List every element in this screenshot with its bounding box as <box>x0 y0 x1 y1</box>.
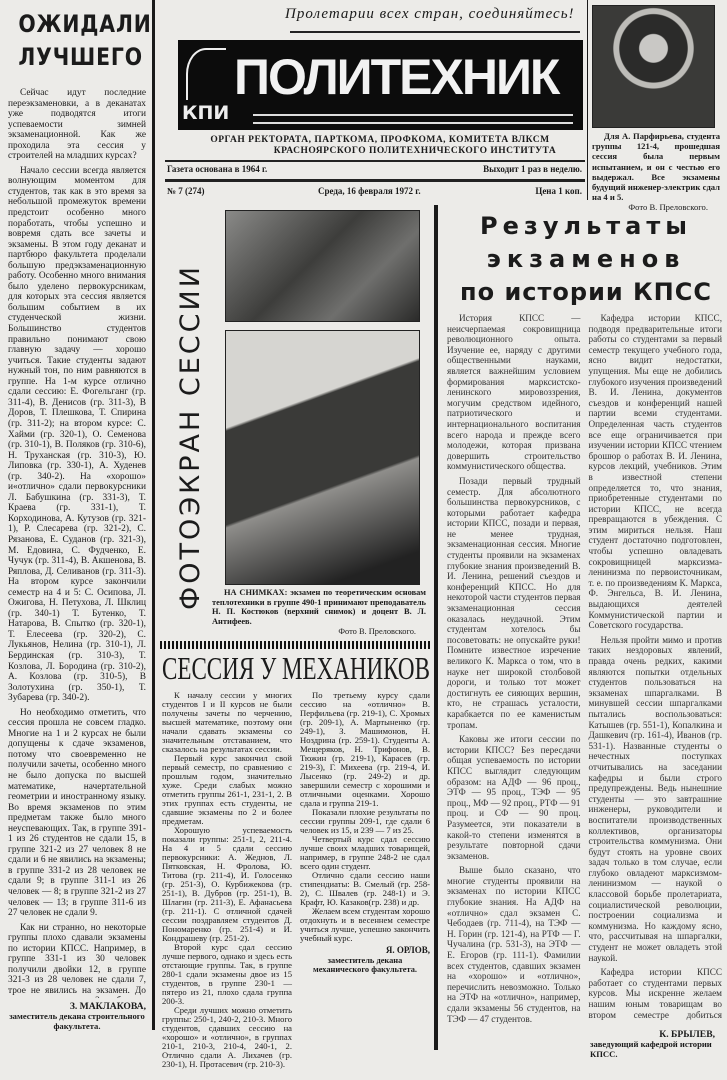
exam-photo-top <box>225 210 420 322</box>
slogan: Пролетарии всех стран, соединяйтесь! <box>285 6 575 22</box>
left-article-body: Сейчас идут последние переэкзаменовки, а в деканатах уже подводятся итоги успеваемости зимней экзаменационной. Как же проходила эта сессия у строителей на младших курсах? Начало сессии всегда является волнующим моментом для студентов, так как в это время за небольшой промежуток времени предстоит особенно много поработать, чтобы успешно и вовремя сдать все зачеты и экзамены. В этом году деканат и партбюро факультета проделали большую предэкзаменационную работу. Особенно много внимания было уделено первокурсникам, для которых эта сессия является большим событием в их студенческой жизни. Большинство студентов правильно понимают свою главную задачу — хорошо учиться. Такие студенты задают нужный тон, по ним равняются в группе. На 1-м курсе отлично сдали сессию: Е. Фогельганг (гр. 311-4), В. Денисов (гр. 311-3), В Доров, Т. Плешкова, Т. Спирина (гр. 311-2); на втором курсе: С. Хайми (гр. 320-1), О. Семенова (гр. 310-1), В. Поляков (гр. 310-6), Н. Труханская (гр. 310-3), Ю. Липовка (гр. 330-1), А. Худенев (гр. 340-2). На «хорошо» и«отлично» сдали первокурсники Л. Бабушкина (гр. 331-3), Т. Краева (гр. 331-1), Т. Корходинова, А. Кутузов (гр. 321-1), Р. Слесарева (гр. 321-2), С. Рязанова, Е. Суданов (гр. 321-3), М. Едовина, С. Фудченко, Е. Чучук (гр. 311-4), В. Акшенова, В. Ряплова, Д. Селиванов (гр. 311-3). На втором курсе закончили семестр на 4 и 5: С. Осипова, Л. Ожигова, Н. Петухова, Л. Шклиц (гр. 340-1) Т. Бутенко, Т. Натарова, В. Спытко (гр. 320-1), Т. Елесеева (гр. 320-2), С. Лукьянов, Нелина (гр. 310-1), Л. Бердинская (гр. 310-3), Т. Козлова, Л. Бородина (гр. 310-2), А. Козлова (гр. 310-5), В Золотухина (гр. 350-1), Т. Зубарева (гр. 340-2). Но необходимо отметить, что сессия прошла не совсем гладко. Многие на 1 и 2 курсах не были допущены к сдаче экзаменов, потому что своевременно не получили зачеты, особенно много не было допуска по высшей математике, начертательной геометрии и иностранному языку. Во время экзаменов по этим предметам также было много неуспевающих. Так, в группе 391-1 из 26 студентов не сдали 15, в группе 321-2 из 27 человек 8 не сдали и 6 не явились на экзамены; в группе 331-2 из 28 человек не сдали 9; в группе 311-1 из 26 человек — 8; в группе 321-2 из 27 человек — 13; в группе 311-6 из 27 человек не сдали 9. Как ни странно, но некоторые группы плохо сдавали экзамены по истории КПСС. Например, в группе 331-1 из 30 человек получили двойки 12, в группе 321-3 из 28 человек не сдали 7, трое не явились на экзамен. До <box>8 88 146 996</box>
issue-number: № 7 (274) <box>167 186 205 196</box>
kpss-article-body: История КПСС — неисчерпаемая сокровищница революционного опыта. Изучение ее, наряду с другими общественными науками, является важнейшим условием формирования марксистско-ленинского мировоззрения, могучим средством идейного, патриотического и интернационального воспитания всего народа и прежде всего молодежи, которая призвана довершить строительство коммунистического общества. Позади первый трудный семестр. Для абсолютного большинства первокурсников, с которыми работает кафедра истории КПСС, позади и первая, не менее трудная, экзаменационная сессия. Многие студенты проявили на экзаменах глубокие знания произведений В. И. Ленина, решений съездов и конференций КПСС. Но для некоторой части студентов первая экзаменационная сессия оказалась неудачной. Этим студентам хотелось бы посоветовать: не опускайте руки! Помните известное изречение великого К. Маркса о том, что в науке нет широкой столбовой дороги, и только тот может достигнуть ее сияющих вершин, кто, не страшась усталости, карабкается по ее каменистым тропам. Каковы же итоги сессии по истории КПСС? Без пересдачи общая успеваемость по истории КПСС выглядит следующим образом: на АДФ — 96 проц., ЭТФ — 95 проц., ТЭФ — 95 проц., МФ — 92 проц., РТФ — 91 проц. и СФ — 90 проц. Разумеется, эти показатели в какой-то степени изменятся в результате повторной сдачи экзаменов. Выше было сказано, что многие студенты проявили на экзаменах по истории КПСС глубокие знания. На АДФ на «отлично» сдал экзамен С. Чебодаев (гр. 711-4), на ТЭФ — Н. Горин (гр. 121-4), на РТФ — Г. Чучалина (гр. 531-3), на ЭТФ — Е. Егоров (гр. 111-1). Фамилии всех студентов, сдавших экзамен на «хорошо» и «отлично», перечислить невозможно. Только на ЭТФ на «отлично», например, сдали экзамены 56 студентов, на ТЭФ — 47 студентов. Кафедра истории КПСС, подводя предварительные итоги работы со студентами за первый семестр текущего учебного года, ясно видит недостатки, упущения. Мы еще не добились глубокого изучения произведений В. И. Ленина, документов съездов и конференций нашей партии всеми студентами. Определенная часть студентов все еще ограничивается при изучении истории КПСС чтением брошюр о работах В. И. Ленина, курсов лекций, учебников. Этим в известной степени определяется то, что знания, приобретенные студентами по истории КПСС, не всегда превращаются в убеждения. С этим мириться нельзя. Наш студент достаточно подготовлен, чтобы успешно овладевать сокровищницей марксизма-ленинизма по первоисточникам, т. е. по произведениям К. Маркса, Ф. Энгельса, В. И. Ленина, выдающихся деятелей Коммунистической партии и Советского государства. Нельзя пройти мимо и против таких нездоровых явлений, правда очень редких, какими являются попытки отдельных студентов пользоваться на экзаменах шпаргалками. В минувшей сессии шпаргалками пытались воспользоваться: Катышев (гр. 551-1), Копалкина и Дашкевич (гр. 161-4), Иванов (гр. 531-1). Названные студенты о нечестных поступках отчитывались на заседании кафедры и были строго предупреждены. Ведь нынешние студенты — это завтрашние инженеры, руководители и воспитатели производственных коллективов, организаторы строительства коммунизма. Они будут стоять на уровне своих задач только в том случае, если глубоко овладеют марксизмом-ленинизмом — наукой о классовой борьбе пролетариата, социалистической революции, построении социализма и коммунизма. Но каждому ясно, что, рассчитывая на шпаргалки, студент не может овладеть этой наукой. Кафедра истории КПСС работает со студентами первых курсов. Мы искренне желаем нашим юным товарищам во втором семестре добиться <box>447 313 722 1024</box>
left-headline: ОЖИДАЛИ ЛУЧШЕГО <box>18 10 152 71</box>
kpss-headline: Результаты экзаменов по истории КПСС <box>460 212 712 306</box>
organ-line: ОРГАН РЕКТОРАТА, ПАРТКОМА, ПРОФКОМА, КОМИТЕТА ВЛКСМ КРАСНОЯРСКОГО ПОЛИТЕХНИЧЕСКОГО ИНСТИТУТА <box>210 135 557 156</box>
banner-line <box>253 122 573 124</box>
rule <box>165 179 585 182</box>
frequency: Выходит 1 раз в неделю. <box>483 164 582 174</box>
mech-author: Я. ОРЛОВ, заместитель декана механического факультета. <box>312 945 430 974</box>
column-rule <box>152 0 155 1030</box>
photo-feature-vertical-title: ФОТОЭКРАН СЕССИИ <box>175 264 206 610</box>
exam-photo-bottom <box>225 330 420 585</box>
mech-article-body: К началу сессии у многих студентов I и II курсов не были получены зачеты по черчению, высшей математике, поэтому они начали сдавать экзамены со значительным отставанием, что сказалось на результатах сессии. Первый курс закончил свой первый семестр, по сравнению с прошлым годом, значительно хуже. Среди слабых можно отметить группы 261-1, 231-1, 2. В этих группах есть студенты, не сдавшие экзамены по 2 и более предметам. Хорошую успеваемость показали группы: 251-1, 2, 211-4. На 4 и 5 сдали сессию первокурсники: А. Жеднов, Л. Пятковская, Н. Фролова, Ю. Титова (гр. 211-4), И. Голосенко (гр. 251-3), О. Курбижекова (гр. 251-1), В. Дубров (гр. 251-1), В. Шлагин (гр. 211-3), Е. Афанасьева (гр. 211-1). С отличной сдачей сессии поздравляем студентов Д. Пономаренко (гр. 251-4) и И. Кондрашеву (гр. 251-2). Второй курс сдал сессию лучше первого, однако и здесь есть отстающие группы. Так, в группе 280-1 сдали экзамены двое из 15 студентов, в группе 230-1 — пятеро из 21, плохо сдала группа 200-3. Среди лучших можно отметить группы: 250-1, 240-2, 210-3. Много студентов, сдавших сессию на «хорошо» и «отлично», в группах 210-1, 210-3, 210-4, 240-1, 2. Отлично сдали А. Лихачев (гр. 230-1), Н. Протасевич (гр. 210-3). По третьему курсу сдали сессию на «отлично» В. Перфильева (гр. 219-1), С. Хромых (гр. 209-1), А. Мартыненко (гр. 249-1), З. Машимонов, Н. Ноздрина (гр. 259-1). Студенты А. Мещеряков, Н. Трифонов, В. Тюжин (гр. 219-1), Карасев (гр. 219-3), Г. Михеева (гр. 219-4, И. Лысенко (гр. 249-2) и др. завершили семестр с хорошими и отличными оценками. Хорошо сдала и группа 219-1. Показали плохие результаты по сессии группы 209-1, где сдали 6 человек из 15, и 239 — 7 из 25. Четвертый курс сдал сессию лучше своих младших товарищей, например, в группе 248-2 не сдал всего один студент. Отлично сдали сессию наши стипендиаты: В. Смелый (гр. 258-2), С. Швалев (гр. 248-1) и Э. Крафт, Ю. Казаков(гр. 238) и др. Желаем всем студентам хорошо отдохнуть и в весеннем семестре учиться лучше, успешно закончить учебный курс. Я. ОРЛОВ, заместитель декана механического факультета. <box>162 690 430 1069</box>
photo-caption: НА СНИМКАХ: экзамен по теоретическим основам теплотехники в группе 490-1 принимают преподаватель Н. П. Костюков (верхний снимок) и доцент В. Л. Антифеев. Фото В. Преловского. <box>212 588 426 636</box>
issue-date: Среда, 16 февраля 1972 г. <box>318 186 421 196</box>
founded: Газета основана в 1964 г. <box>167 164 268 174</box>
hatched-divider <box>160 641 430 649</box>
left-author-role: заместитель декана строительного факультета. <box>9 1011 145 1031</box>
mech-headline: СЕССИЯ У МЕХАНИКОВ <box>162 650 430 686</box>
left-author: З. МАКЛАКОВА, <box>69 1001 146 1012</box>
kpi-logo-text: КПИ <box>182 102 230 124</box>
left-article <box>8 8 152 1068</box>
portrait-photo <box>592 5 715 128</box>
rule <box>165 160 585 162</box>
newspaper-title: ПОЛИТЕХНИК <box>234 49 559 105</box>
kpss-author: К. БРЫЛЕВ, заведующий кафедрой истории КПСС. <box>590 1029 715 1059</box>
rule <box>587 0 588 200</box>
price: Цена 1 коп. <box>535 186 582 196</box>
banner-line <box>253 114 573 116</box>
slogan-rule <box>290 31 580 33</box>
kpi-logo-icon <box>186 48 226 100</box>
masthead-banner <box>178 40 583 130</box>
portrait-caption: Для А. Парфирьева, студента группы 121-4, прошедшая сессия была первым испытанием, и он с честью его выдержал. Все экзамены будущий инженер-электрик сдал на 4 и 5. Фото В. Преловского. <box>592 131 720 213</box>
column-rule <box>434 205 438 1050</box>
